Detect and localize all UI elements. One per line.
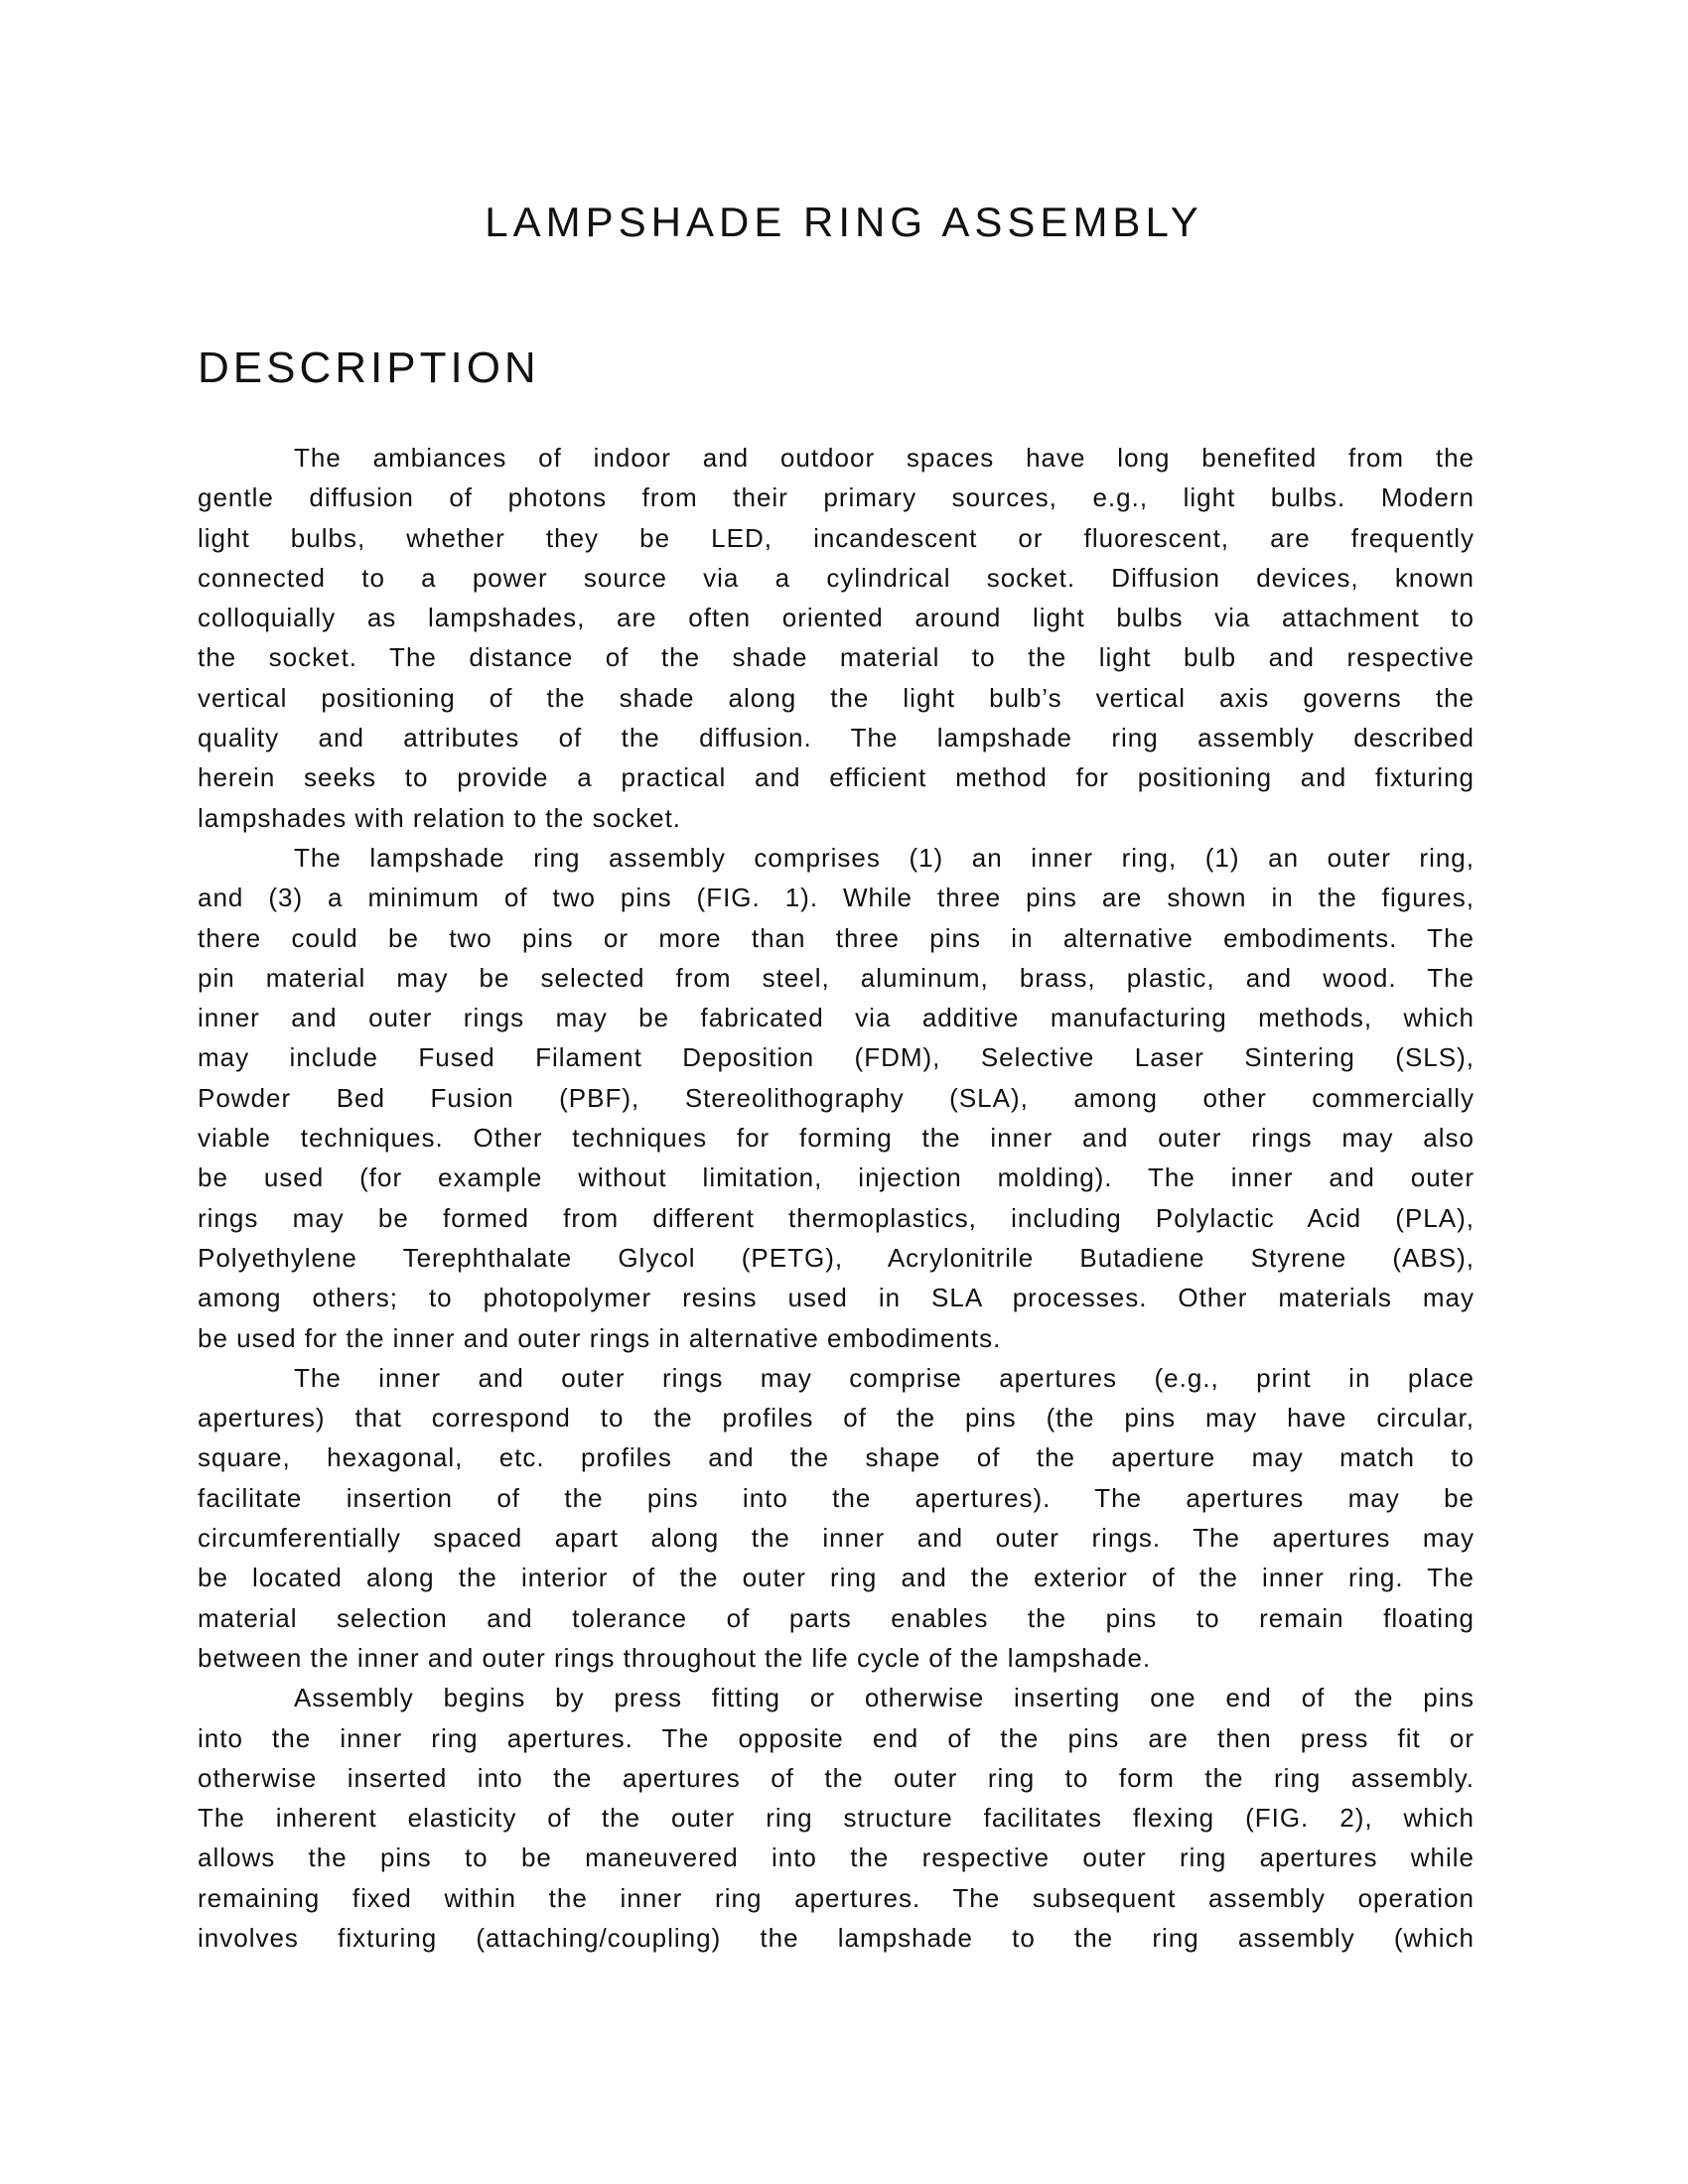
text-line: lampshades with relation to the socket. bbox=[198, 802, 682, 833]
text-line: Polyethylene Terephthalate Glycol (PETG), Acrylonitrile Butadiene Styrene (ABS), bbox=[198, 1242, 1475, 1273]
text-line: Assembly begins by press fitting or otherwise inserting one end of the pins bbox=[294, 1683, 1475, 1713]
document-title: LAMPSHADE RING ASSEMBLY bbox=[485, 199, 1203, 245]
text-line: light bulbs, whether they be LED, incandescent or fluorescent, are frequently bbox=[198, 522, 1475, 553]
text-line: and (3) a minimum of two pins (FIG. 1). While three pins are shown in the figures, bbox=[198, 883, 1475, 913]
text-line: be located along the interior of the outer ring and the exterior of the inner ring. The bbox=[198, 1563, 1475, 1593]
text-line: vertical positioning of the shade along the light bulb’s vertical axis governs the bbox=[198, 682, 1475, 713]
text-line: circumferentially spaced apart along the inner and outer rings. The apertures may bbox=[198, 1523, 1475, 1554]
text-line: allows the pins to be maneuvered into the respective outer ring apertures while bbox=[198, 1843, 1475, 1873]
text-line: facilitate insertion of the pins into the apertures). The apertures may be bbox=[198, 1482, 1475, 1513]
paragraph bbox=[198, 1678, 1475, 1958]
section-heading-description: DESCRIPTION bbox=[198, 343, 540, 392]
text-line: be used for the inner and outer rings in alternative embodiments. bbox=[198, 1322, 1002, 1353]
text-line: into the inner ring apertures. The opposite end of the pins are then press fit or bbox=[198, 1722, 1475, 1753]
text-line: square, hexagonal, etc. profiles and the shape of the aperture may match to bbox=[198, 1442, 1475, 1473]
description-body bbox=[198, 438, 1475, 1958]
text-line: remaining fixed within the inner ring apertures. The subsequent assembly operation bbox=[198, 1882, 1475, 1913]
text-line: apertures) that correspond to the profiles of the pins (the pins may have circular, bbox=[198, 1403, 1475, 1433]
text-line: be used (for example without limitation, injection molding). The inner and outer bbox=[198, 1162, 1475, 1193]
text-line: rings may be formed from different thermoplastics, including Polylactic Acid (PLA), bbox=[198, 1202, 1475, 1233]
text-line: quality and attributes of the diffusion. The lampshade ring assembly described bbox=[198, 723, 1475, 753]
text-line: gentle diffusion of photons from their primary sources, e.g., light bulbs. Modern bbox=[198, 482, 1475, 513]
text-line: there could be two pins or more than three pins in alternative embodiments. The bbox=[198, 922, 1475, 953]
text-line: material selection and tolerance of parts enables the pins to remain floating bbox=[198, 1602, 1475, 1633]
text-line: The ambiances of indoor and outdoor spaces have long benefited from the bbox=[294, 443, 1475, 473]
text-line: The inner and outer rings may comprise apertures (e.g., print in place bbox=[294, 1362, 1475, 1393]
text-line: may include Fused Filament Deposition (FDM), Selective Laser Sintering (SLS), bbox=[198, 1042, 1475, 1073]
paragraph bbox=[198, 838, 1475, 1358]
text-line: pin material may be selected from steel, aluminum, brass, plastic, and wood. The bbox=[198, 962, 1475, 993]
text-line: the socket. The distance of the shade material to the light bulb and respective bbox=[198, 642, 1475, 673]
text-line: The inherent elasticity of the outer ring structure facilitates flexing (FIG. 2), which bbox=[198, 1803, 1475, 1834]
text-line: viable techniques. Other techniques for forming the inner and outer rings may also bbox=[198, 1123, 1475, 1154]
text-line: involves fixturing (attaching/coupling) the lampshade to the ring assembly (which bbox=[198, 1922, 1475, 1953]
text-line: otherwise inserted into the apertures of the outer ring to form the ring assembly. bbox=[198, 1762, 1475, 1793]
text-line: colloquially as lampshades, are often oriented around light bulbs via attachment to bbox=[198, 603, 1475, 633]
text-line: Powder Bed Fusion (PBF), Stereolithography (SLA), among other commercially bbox=[198, 1082, 1475, 1113]
text-line: connected to a power source via a cylindrical socket. Diffusion devices, known bbox=[198, 562, 1475, 593]
text-line: The lampshade ring assembly comprises (1) an inner ring, (1) an outer ring, bbox=[294, 842, 1475, 873]
text-line: between the inner and outer rings throughout the life cycle of the lampshade. bbox=[198, 1642, 1152, 1673]
paragraph bbox=[198, 438, 1475, 838]
text-line: among others; to photopolymer resins used in SLA processes. Other materials may bbox=[198, 1283, 1475, 1313]
paragraph bbox=[198, 1358, 1475, 1678]
text-line: herein seeks to provide a practical and efficient method for positioning and fixturing bbox=[198, 762, 1475, 793]
text-line: inner and outer rings may be fabricated via additive manufacturing methods, which bbox=[198, 1003, 1475, 1033]
